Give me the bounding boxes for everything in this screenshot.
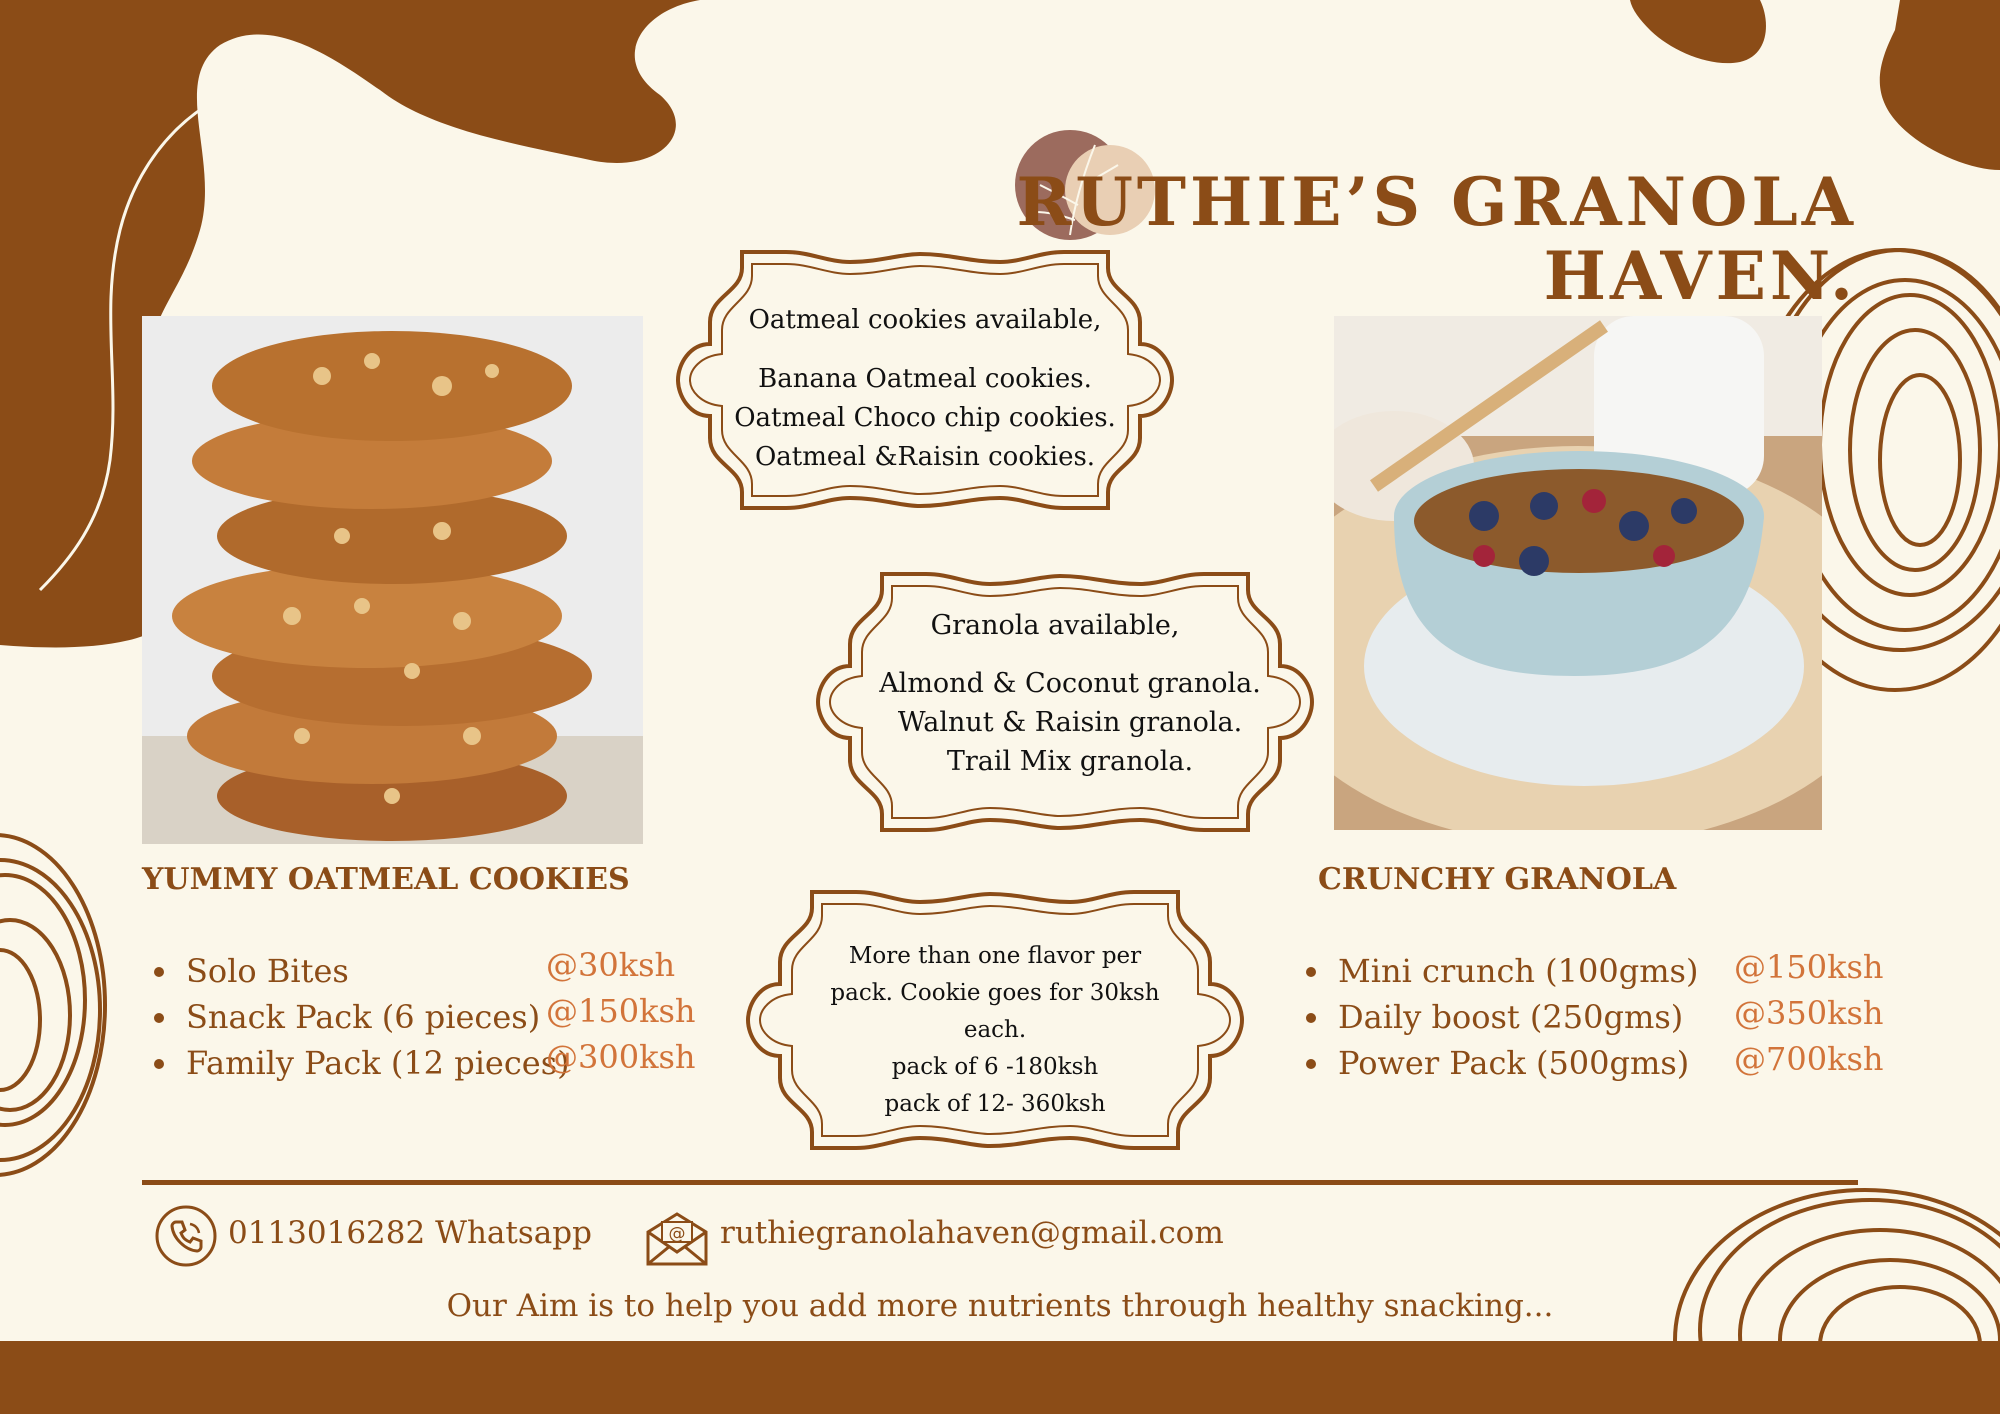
item-label: Power Pack (500gms) — [1338, 1044, 1690, 1082]
mixed-pack-line: each. — [963, 1017, 1027, 1043]
granola-section-title: CRUNCHY GRANOLA — [1318, 862, 1677, 897]
bullet — [1306, 1013, 1316, 1023]
price: @150ksh — [546, 992, 696, 1030]
bottom-band — [0, 1341, 2000, 1414]
bullet — [154, 1059, 164, 1069]
granola-box-item: Walnut & Raisin granola. — [897, 707, 1243, 738]
aim-statement: Our Aim is to help you add more nutrients through healthy snacking... — [446, 1288, 1554, 1324]
granola-list — [1294, 948, 1698, 1086]
price: @350ksh — [1734, 994, 1884, 1032]
bullet — [1306, 1059, 1316, 1069]
list-item — [142, 994, 570, 1040]
list-item — [142, 1040, 570, 1086]
granola-box-item: Trail Mix granola. — [946, 746, 1194, 777]
bullet — [154, 1013, 164, 1023]
mixed-pack-line: pack. Cookie goes for 30ksh — [830, 980, 1160, 1006]
mixed-pack-line: pack of 12- 360ksh — [884, 1091, 1106, 1117]
item-label: Mini crunch (100gms) — [1338, 952, 1699, 990]
price: @300ksh — [546, 1038, 696, 1076]
list-item — [1294, 1040, 1698, 1086]
mixed-pack-box — [790, 938, 1200, 1123]
envelope-icon — [644, 1210, 710, 1268]
cookies-list — [142, 948, 570, 1086]
item-label: Daily boost (250gms) — [1338, 998, 1684, 1036]
item-label: Family Pack (12 pieces) — [186, 1044, 570, 1082]
svg-text:@: @ — [668, 1224, 686, 1244]
email-address[interactable]: ruthiegranolahaven@gmail.com — [720, 1215, 1224, 1251]
granola-box-heading: Granola available, — [930, 610, 1180, 641]
price: @150ksh — [1734, 948, 1884, 986]
phone-number[interactable]: 0113016282 Whatsapp — [228, 1215, 592, 1251]
cookies-prices — [546, 942, 696, 1080]
list-item — [1294, 948, 1698, 994]
cookies-box-heading: Oatmeal cookies available, — [748, 305, 1102, 335]
cookies-section-title: YUMMY OATMEAL COOKIES — [142, 862, 630, 897]
cookies-box-item: Banana Oatmeal cookies. — [758, 364, 1092, 394]
item-label: Solo Bites — [186, 952, 349, 990]
price: @30ksh — [546, 946, 676, 984]
cookies-box-item: Oatmeal &Raisin cookies. — [754, 442, 1096, 472]
bullet — [154, 967, 164, 977]
title-line-1: RUTHIE’S GRANOLA — [1016, 163, 1857, 241]
phone-icon — [154, 1204, 218, 1268]
cookies-availability-box — [720, 302, 1130, 477]
divider — [142, 1180, 1858, 1185]
title-line-2: HAVEN. — [1543, 237, 1857, 315]
item-label: Snack Pack (6 pieces) — [186, 998, 541, 1036]
cookies-box-item: Oatmeal Choco chip cookies. — [734, 403, 1116, 433]
granola-box-item: Almond & Coconut granola. — [879, 668, 1261, 699]
price: @700ksh — [1734, 1040, 1884, 1078]
mixed-pack-line: More than one flavor per — [848, 943, 1142, 969]
granola-availability-box — [860, 608, 1280, 781]
list-item — [142, 948, 570, 994]
list-item — [1294, 994, 1698, 1040]
granola-prices — [1734, 944, 1884, 1082]
bullet — [1306, 967, 1316, 977]
mixed-pack-line: pack of 6 -180ksh — [891, 1054, 1099, 1080]
